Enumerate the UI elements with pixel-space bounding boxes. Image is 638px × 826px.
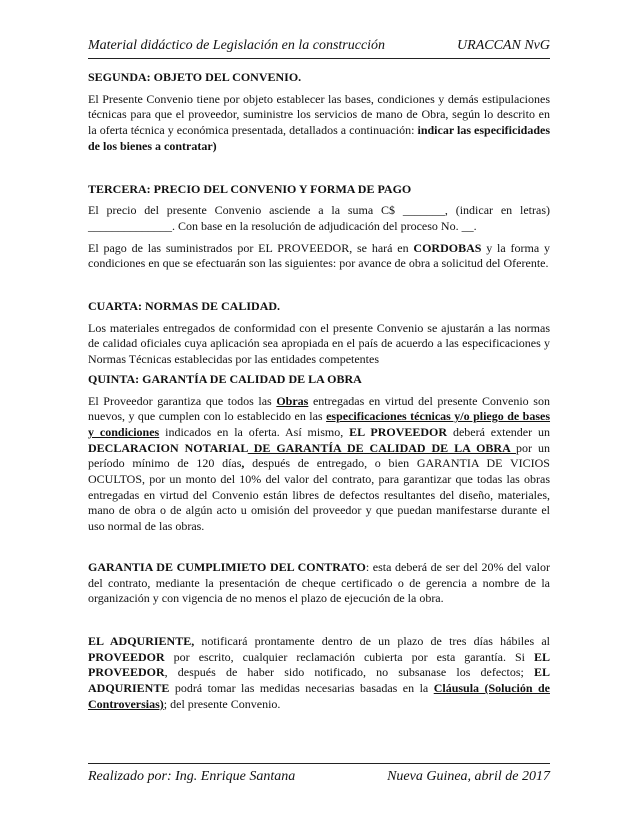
- adq-t1: EL ADQURIENTE,: [88, 633, 195, 648]
- quinta-t1: El Proveedor garantiza que todos las: [88, 393, 277, 408]
- footer-left-text: Realizado por: Ing. Enrique Santana: [88, 769, 296, 784]
- adq-t7: EL ADQURIENTE: [88, 665, 550, 696]
- quinta-especificaciones: especificaciones técnicas y/o pliego de bases y condiciones: [88, 409, 551, 439]
- adq-t3: PROVEEDOR: [88, 649, 165, 664]
- garantia-text: esta deberá de ser del 20% del valor del contrato, mediante la presentación de cheque certificado o de gerencia a nombre de la organización y con vigencia de no menos el plazo de ejecución de la obra.: [88, 559, 550, 606]
- quinta-t5: indicados en la oferta. Así mismo,: [159, 424, 350, 439]
- quinta-declaracion: DECLARACION NOTARIAL: [88, 440, 248, 455]
- cordobas-text: CORDOBAS: [413, 240, 482, 255]
- quinta-t10: por un período mínimo de 120 días: [88, 440, 550, 471]
- tercera-paragraph-1: El precio del presente Convenio asciende a la suma C$ _______, (indicar en letras) ______________. Con base en la resolución de adjudicación del proceso No. __.: [88, 203, 550, 233]
- adq-t10: ; del presente Convenio.: [163, 696, 281, 711]
- segunda-bold-text: indicar las especificidades de los bienes a contratar): [88, 123, 551, 153]
- document-body: [88, 70, 550, 713]
- garantia-cumplimiento-paragraph: [88, 560, 550, 607]
- header-right-text: URACCAN NvG: [457, 38, 550, 53]
- footer-right-text: Nueva Guinea, abril de 2017: [387, 769, 550, 784]
- tercera-text-c: y la forma y condiciones en que se efectuarán son las siguientes: por avance de obra a solicitud del Oferente.: [88, 240, 550, 271]
- adq-t6: , después de haber sido notificado, no subsanase los defectos;: [164, 665, 534, 680]
- cuarta-paragraph: Los materiales entregados de conformidad con el presente Convenio se ajustarán a las normas de calidad oficiales cuya aplicación sea apropiada en el país de acuerdo a las especificaciones y Normas Técnicas establecidas por las entidades competentes: [88, 320, 550, 367]
- section-title-segunda: SEGUNDA: OBJETO DEL CONVENIO.: [88, 70, 302, 84]
- page-footer: [88, 763, 550, 790]
- tercera-text-a: El pago de las suministrados por EL PROVEEDOR, se hará en: [88, 240, 414, 255]
- quinta-el-proveedor: EL PROVEEDOR: [349, 424, 448, 439]
- quinta-t3: entregadas en virtud del presente Convenio son nuevos, y que cumplen con lo establecido en las: [88, 393, 550, 424]
- garantia-cumplimiento-title: GARANTIA DE CUMPLIMIETO DEL CONTRATO: [88, 559, 366, 574]
- header-left-text: Material didáctico de Legislación en la construcción: [88, 38, 386, 53]
- quinta-paragraph: [88, 394, 550, 535]
- page-header: [88, 38, 550, 59]
- adq-t8: podrá tomar las medidas necesarias basadas en la: [169, 681, 434, 696]
- quinta-t7: deberá extender un: [447, 424, 551, 439]
- segunda-text: El Presente Convenio tiene por objeto establecer las bases, condiciones y demás estipulaciones técnicas para que el proveedor, suministre los servicios de mano de Obra, según lo descrito en la oferta técnica y económica presentada, detallados a continuación:: [88, 91, 550, 138]
- quinta-comma: ,: [241, 456, 245, 471]
- section-title-quinta: QUINTA: GARANTÍA DE CALIDAD DE LA OBRA: [88, 371, 362, 386]
- quinta-t12: después de entregado, o bien GARANTIA DE VICIOS OCULTOS, por un monto del 10% del valor del contrato, para garantizar que todas las obras entregadas en virtud del Convenio están libres de defectos resultantes del diseño, materiales, mano de obra o de algún acto u omisión del proveedor y que puedan manifestarse durante el uso normal de las obras.: [88, 456, 550, 534]
- adq-t4: por escrito, cualquier reclamación cubierta por esta garantía. Si: [164, 649, 534, 664]
- section-title-cuarta: CUARTA: NORMAS DE CALIDAD.: [88, 299, 281, 314]
- adquiriente-paragraph: [88, 634, 550, 713]
- quinta-obras: Obras: [276, 393, 309, 408]
- quinta-garantia-calidad: DE GARANTÍA DE CALIDAD DE LA OBRA: [247, 440, 517, 455]
- tercera-paragraph-2: [88, 241, 550, 272]
- adq-clausula: Cláusula (Solución de Controversias): [88, 681, 550, 711]
- segunda-paragraph: [88, 92, 550, 155]
- adq-t5: EL PROVEEDOR: [88, 649, 550, 680]
- garantia-colon: :: [365, 559, 370, 574]
- adq-t2: notificará prontamente dentro de un plazo de tres días hábiles al: [194, 633, 550, 648]
- section-title-tercera: TERCERA: PRECIO DEL CONVENIO Y FORMA DE PAGO: [88, 181, 412, 196]
